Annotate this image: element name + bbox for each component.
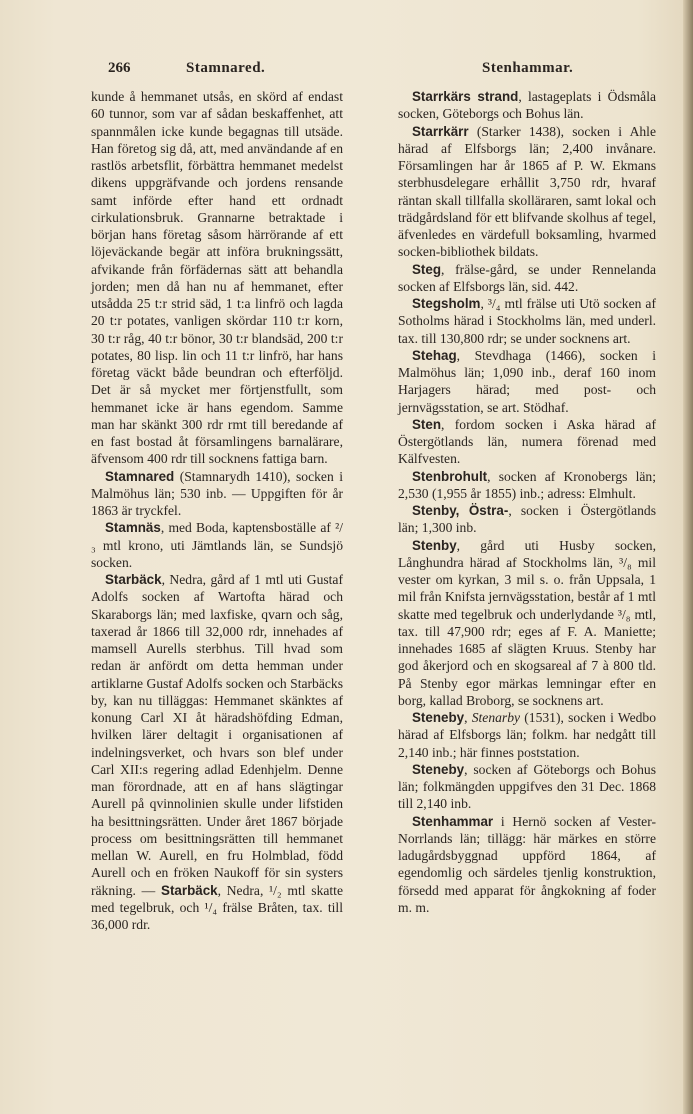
page-number: 266 — [108, 60, 131, 76]
headword: Steneby — [412, 710, 465, 725]
entry-starrkarr — [398, 123, 656, 261]
entry-stegsholm — [398, 295, 656, 347]
left-column — [91, 88, 343, 933]
headword: Sten — [412, 416, 442, 432]
entry-stamnared — [91, 468, 343, 520]
headword: Steg — [412, 261, 442, 277]
headword: Stamnäs — [105, 520, 161, 536]
headword: Stenbrohult — [412, 468, 488, 484]
continued-paragraph: kunde å hemmanet utsås, en skörd af endast 60 tunnor, som var af sådan beskaffenhet, att spannmålen icke kunde begagnas till utsäde. Han företog sig då, att, med användande af en rastlös arbetsflit, förbättra hemmanet medelst dikens uppgräfvande och jordens rensande samt införde efter hand ett ordnadt cirkulationsbruk. Grannarne betraktade i början hans företag såsom härrörande af ett löjeväckande begär att införa brukningssätt, afvikande från förfädernas sätt att behandla jorden; men då han nu af hemmanet, efter utsådda 25 t:r strid säd, 1 t:a linfrö och lagda 20 t:r potates, vanligen skördar 110 t:r korn, 30 t:r råg, 40 t:r bönor, 30 t:r blandsäd, 200 t:r potates, 80 lisp. lin och 11 t:r linfrö, har hans företag väckt både beundran och efterföljd. Det är så mycket mer förtjenstfullt, som hemmanet icke är hans egendom. Samme man har skänkt 300 rdr rmt till beredande af en fast bostad åt församlingens barnalärare, äfvensom 400 rdr till socknens fattiga barn. — [91, 89, 343, 467]
right-column — [398, 88, 656, 916]
right-running-head: Stenhammar. — [482, 60, 574, 76]
entry-text: (1531), socken i Wedbo härad af Elfsborgs län; folkm. har nedgått till 2,140 inb.; här finnes poststation. — [398, 710, 656, 760]
entry-stenbrohult — [398, 468, 656, 503]
entry-steneby: Steneby, Stenarby (1531), socken i Wedbo härad af Elfsborgs län; folkm. har nedgått till 2,140 inb.; här finnes poststation. — [398, 710, 656, 760]
entry-text: , socken i Östergötlands län; 1,300 inb. — [398, 503, 657, 536]
entry-stehag — [398, 347, 656, 416]
entry-text: , Nedra, gård af 1 mtl uti Gustaf Adolfs socken af Wartofta härad och Skaraborgs län; med laxfiske, qvarn och såg, taxerad år 1866 till 32,000 rdr, innehades af mamsell Aurells sterbhus. Till hvad som redan är anfördt om detta hemman under artiklarne Gustaf Adolfs socken och Starbäcks by, kan nu tilläggas: Hemmanet skänktes af konung Carl XI åt häradshöfding Edman, hvilken lärer deltagit i organisationen af indelningsverket, och hvars son blef under Carl XII:s regering adlad Edenhjelm. Denne man förordnade, att en af hans slägtingar Aurell på qvinnolinien skulle under lifstiden ha besittningsrätten. Under året 1867 började process om besittningsrätten till hemmanet mellan W. Aurell, en fru Holmblad, född Aurell och en fröken Naukoff för sin systers räkning. — — [91, 572, 343, 898]
entry-text: (Starker 1438), socken i Ahle härad af Elfsborgs län; 2,400 invånare. Församlingen har år 1865 af P. W. Ekmans sterbhusdelegare erhållit 3,750 rdr, hvaraf räntan skall tillfalla skolläraren, samt lokal och trädgårdsland för ett blifvande skolhus af tegel, äfvenledes en värdefull boksamling, hvarmed socken-bibliothek bildats. — [398, 123, 656, 260]
entry-text: , fordom socken i Aska härad af Östergötlands län, numera förenad med Kälfvesten. — [398, 416, 656, 467]
entry-stenby-ostra — [398, 502, 656, 537]
headword: Starrkärs strand — [412, 89, 519, 104]
page-edge — [683, 0, 693, 1114]
entry-text: , lastageplats i Ödsmåla socken, Göteborgs och Bohus län. — [398, 89, 657, 122]
entry-text: , med Boda, kaptensboställe af ²/₃ mtl krono, uti Jämtlands län, se Sundsjö socken. — [91, 520, 343, 570]
entry-text: , ³/₄ mtl frälse uti Utö socken af Sotholms härad i Stockholms län, med underl. tax. till 130,800 rdr; se under socknens art. — [398, 296, 656, 346]
headword: Stegsholm — [412, 296, 481, 311]
entry-text: (Stamnarydh 1410), socken i Malmöhus län; 530 inb. — Uppgiften för år 1863 är tryckfel. — [91, 468, 343, 518]
entry-text: , gård uti Husby socken, Långhundra härad af Stockholms län, ³/₈ mil vester om kyrkan, 3 mil s. o. från Uppsala, 1 mil från Knifsta jernvägsstation, består af 1 mtl skatte med tegelbruk och underlydande ³/₈ mtl, tax. till 47,900 rdr; eges af F. A. Maniette; innehades 1685 af slägten Kruus. Stenby har god åkerjord och en skogsareal af 7 à 800 tld. På Stenby egor märkas lemningar efter en borg, kallad Broborg, se socknens art. — [398, 537, 656, 708]
entry-text: i Hernö socken af Vester-Norrlands län; tillägg: här märkes en större ladugårdsbyggnad uppförd 1864, af egendomlig och särdeles tjenlig konstruktion, försedd med apparat för ångkokning af foder m. m. — [398, 813, 656, 915]
entry-stenhammar — [398, 813, 656, 917]
headword: Starrkärr — [412, 123, 469, 139]
entry-text: , Stevdhaga (1466), socken i Malmöhus län; 1,090 inb., deraf 160 inom Harjagers härad; med post- och jernvägsstation, se art. Stödhaf. — [398, 347, 656, 415]
entry-text: , socken af Göteborgs och Bohus län; folkmängden uppgifves den 31 Dec. 1868 till 2,140 inb. — [398, 761, 656, 812]
entry-starrkars-strand — [398, 88, 656, 123]
entry-text: , Nedra, ¹/₂ mtl skatte med tegelbruk, och ¹/₄ frälse Bråten, tax. till 36,000 rdr. — [91, 882, 343, 932]
headword: Starbäck — [105, 572, 162, 587]
entry-sten — [398, 416, 656, 468]
entry-stenby — [398, 537, 656, 710]
entry-text: , socken af Kronobergs län; 2,530 (1,955 år 1855) inb.; adress: Elmhult. — [398, 468, 656, 501]
left-running-head: Stamnared. — [186, 60, 266, 76]
headword: Stehag — [412, 347, 457, 363]
entry-steneby-2 — [398, 761, 656, 813]
headword: Starbäck — [161, 882, 218, 898]
running-header — [0, 60, 693, 82]
headword: Steneby — [412, 761, 465, 777]
headword: Stamnared — [105, 468, 175, 484]
entry-text: , frälse-gård, se under Rennelanda socken af Elfsborgs län, sid. 442. — [398, 261, 656, 294]
headword: Stenhammar — [412, 813, 494, 829]
entry-steg — [398, 261, 656, 296]
variant-name: Stenarby — [471, 710, 521, 725]
entry-stamnas — [91, 519, 343, 571]
headword: Stenby, Östra- — [412, 503, 509, 518]
entry-starback — [91, 571, 343, 933]
headword: Stenby — [412, 537, 457, 553]
